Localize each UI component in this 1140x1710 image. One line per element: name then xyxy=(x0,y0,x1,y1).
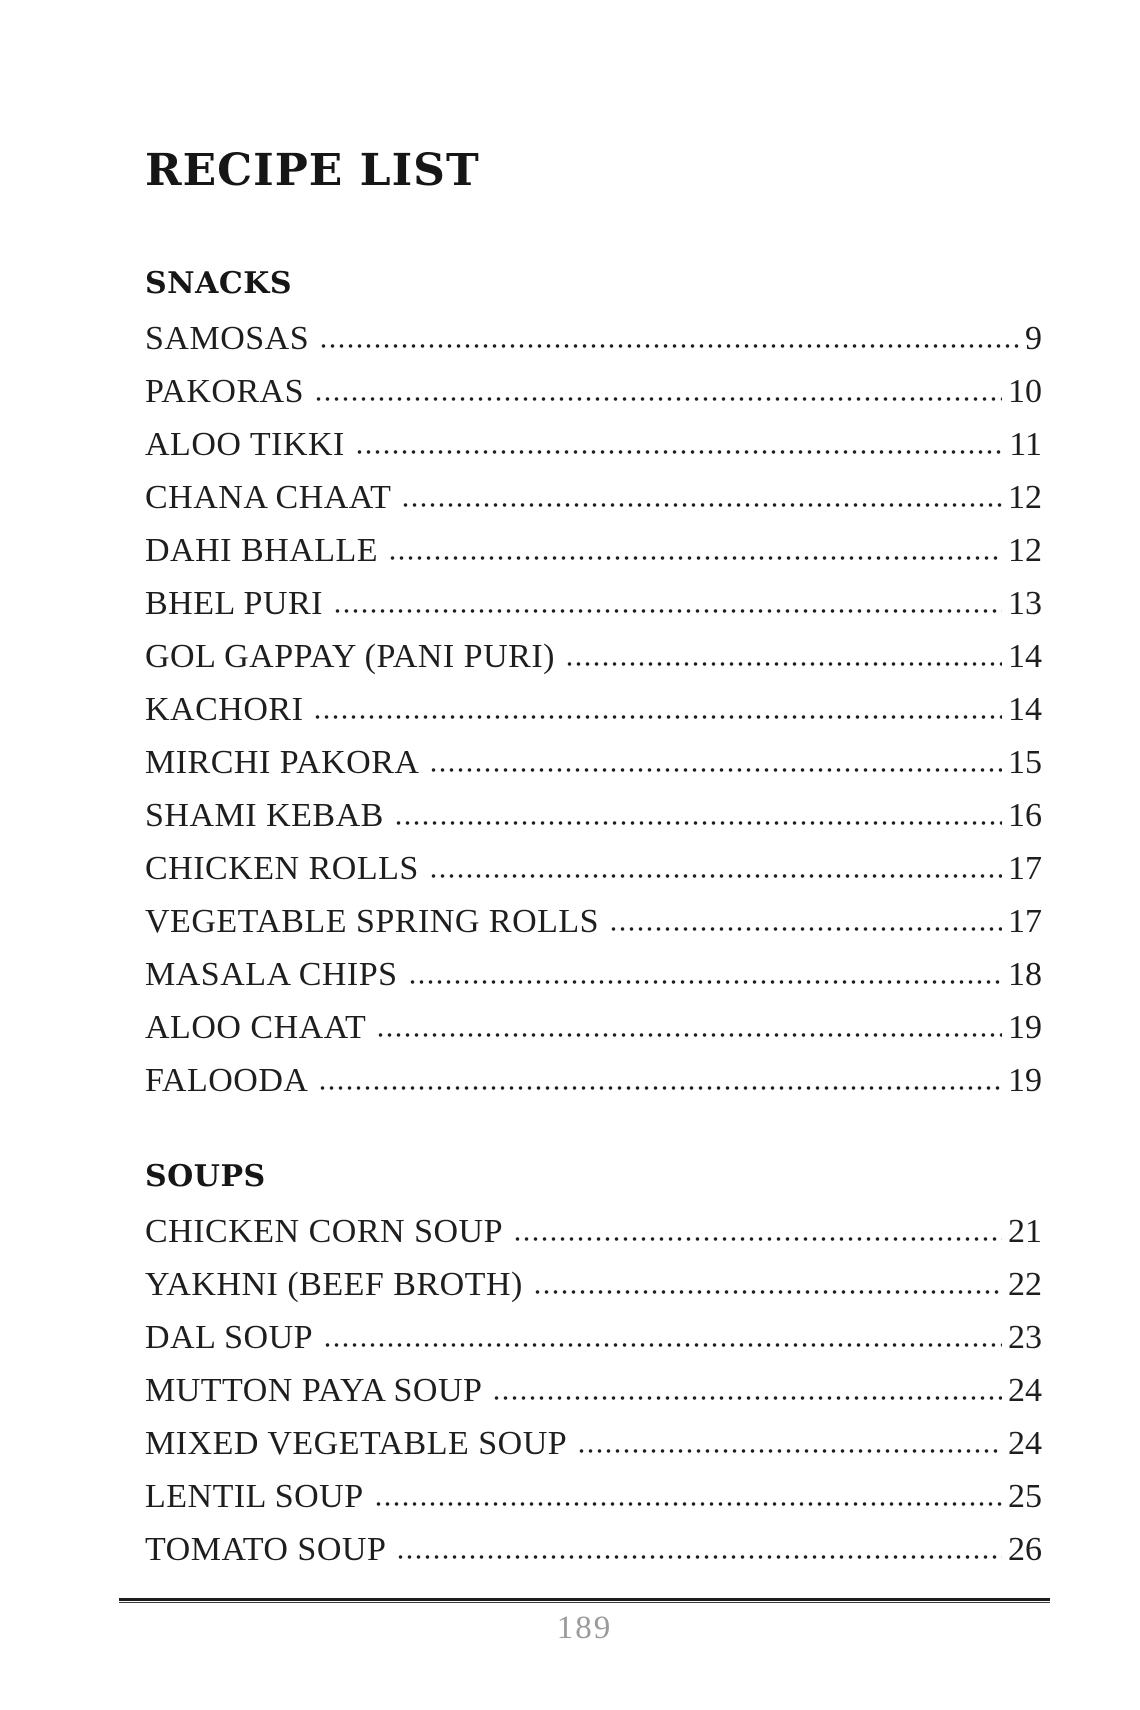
toc-list xyxy=(145,1205,1042,1576)
toc-entry xyxy=(145,418,1042,471)
dot-leader xyxy=(401,502,1002,508)
entry-page-number: 15 xyxy=(1008,744,1042,781)
dot-leader xyxy=(376,1032,1002,1038)
toc-entry xyxy=(145,1417,1042,1470)
entry-page-number: 14 xyxy=(1008,638,1042,675)
page-title: RECIPE LIST xyxy=(145,145,480,196)
recipe-title: LENTIL SOUP xyxy=(145,1478,364,1515)
entry-page-number: 24 xyxy=(1008,1425,1042,1462)
section-heading: SNACKS xyxy=(145,266,292,301)
entry-page-number: 17 xyxy=(1008,850,1042,887)
recipe-title: MASALA CHIPS xyxy=(145,956,398,993)
dot-leader xyxy=(333,608,1002,614)
toc-entry xyxy=(145,577,1042,630)
recipe-title: ALOO CHAAT xyxy=(145,1009,367,1046)
entry-page-number: 16 xyxy=(1008,797,1042,834)
toc-entry xyxy=(145,312,1042,365)
recipe-title: MIRCHI PAKORA xyxy=(145,744,420,781)
toc-entry xyxy=(145,842,1042,895)
toc-entry xyxy=(145,1311,1042,1364)
recipe-title: GOL GAPPAY (PANI PURI) xyxy=(145,638,555,675)
recipe-title: FALOODA xyxy=(145,1062,309,1099)
dot-leader xyxy=(323,1342,1002,1348)
entry-page-number: 12 xyxy=(1008,479,1042,516)
toc-entry xyxy=(145,683,1042,736)
entry-page-number: 23 xyxy=(1008,1319,1042,1356)
toc-entry xyxy=(145,1523,1042,1576)
dot-leader xyxy=(394,820,1002,826)
recipe-section xyxy=(145,1159,1042,1576)
toc-entry xyxy=(145,365,1042,418)
toc-entry xyxy=(145,1258,1042,1311)
recipe-title: TOMATO SOUP xyxy=(145,1531,387,1568)
dot-leader xyxy=(513,1236,1002,1242)
recipe-section xyxy=(145,266,1042,1107)
recipe-title: ALOO TIKKI xyxy=(145,426,345,463)
toc-entry xyxy=(145,948,1042,1001)
entry-page-number: 26 xyxy=(1008,1531,1042,1568)
toc-entry xyxy=(145,1054,1042,1107)
entry-page-number: 11 xyxy=(1009,426,1042,463)
toc-list xyxy=(145,312,1042,1107)
dot-leader xyxy=(609,926,1002,932)
recipe-title: CHICKEN CORN SOUP xyxy=(145,1213,503,1250)
recipe-title: MIXED VEGETABLE SOUP xyxy=(145,1425,568,1462)
page-content xyxy=(145,0,1042,1576)
dot-leader xyxy=(408,979,1002,985)
entry-page-number: 12 xyxy=(1008,532,1042,569)
entry-page-number: 24 xyxy=(1008,1372,1042,1409)
footer-divider xyxy=(119,1598,1050,1603)
recipe-title: PAKORAS xyxy=(145,373,305,410)
recipe-title: MUTTON PAYA SOUP xyxy=(145,1372,483,1409)
toc-entry xyxy=(145,736,1042,789)
dot-leader xyxy=(533,1289,1002,1295)
dot-leader xyxy=(314,396,1002,402)
dot-leader xyxy=(319,343,1019,349)
entry-page-number: 14 xyxy=(1008,691,1042,728)
toc-entry xyxy=(145,1470,1042,1523)
dot-leader xyxy=(388,555,1002,561)
dot-leader xyxy=(429,873,1002,879)
recipe-title: CHICKEN ROLLS xyxy=(145,850,419,887)
recipe-title: YAKHNI (BEEF BROTH) xyxy=(145,1266,523,1303)
dot-leader xyxy=(577,1448,1002,1454)
section-heading: SOUPS xyxy=(145,1159,266,1194)
entry-page-number: 25 xyxy=(1008,1478,1042,1515)
dot-leader xyxy=(313,714,1002,720)
recipe-title: BHEL PURI xyxy=(145,585,323,622)
entry-page-number: 13 xyxy=(1008,585,1042,622)
entry-page-number: 19 xyxy=(1008,1009,1042,1046)
entry-page-number: 19 xyxy=(1008,1062,1042,1099)
dot-leader xyxy=(355,449,1003,455)
entry-page-number: 9 xyxy=(1025,320,1042,357)
dot-leader xyxy=(374,1501,1002,1507)
toc-entry xyxy=(145,1205,1042,1258)
entry-page-number: 21 xyxy=(1008,1213,1042,1250)
toc-entry xyxy=(145,630,1042,683)
recipe-title: CHANA CHAAT xyxy=(145,479,392,516)
recipe-title: DAHI BHALLE xyxy=(145,532,379,569)
dot-leader xyxy=(429,767,1002,773)
dot-leader xyxy=(492,1395,1002,1401)
toc-entry xyxy=(145,524,1042,577)
toc-entry xyxy=(145,1364,1042,1417)
entry-page-number: 17 xyxy=(1008,903,1042,940)
toc-entry xyxy=(145,1001,1042,1054)
recipe-title: KACHORI xyxy=(145,691,304,728)
entry-page-number: 22 xyxy=(1008,1266,1042,1303)
entry-page-number: 10 xyxy=(1008,373,1042,410)
toc-entry xyxy=(145,471,1042,524)
footer-page-number: 189 xyxy=(556,1610,613,1646)
recipe-title: VEGETABLE SPRING ROLLS xyxy=(145,903,600,940)
recipe-title: SHAMI KEBAB xyxy=(145,797,384,834)
recipe-title: SAMOSAS xyxy=(145,320,310,357)
dot-leader xyxy=(565,661,1002,667)
toc-entry xyxy=(145,789,1042,842)
toc xyxy=(145,266,1042,1576)
dot-leader xyxy=(318,1085,1002,1091)
entry-page-number: 18 xyxy=(1008,956,1042,993)
dot-leader xyxy=(396,1554,1002,1560)
toc-entry xyxy=(145,895,1042,948)
recipe-title: DAL SOUP xyxy=(145,1319,314,1356)
